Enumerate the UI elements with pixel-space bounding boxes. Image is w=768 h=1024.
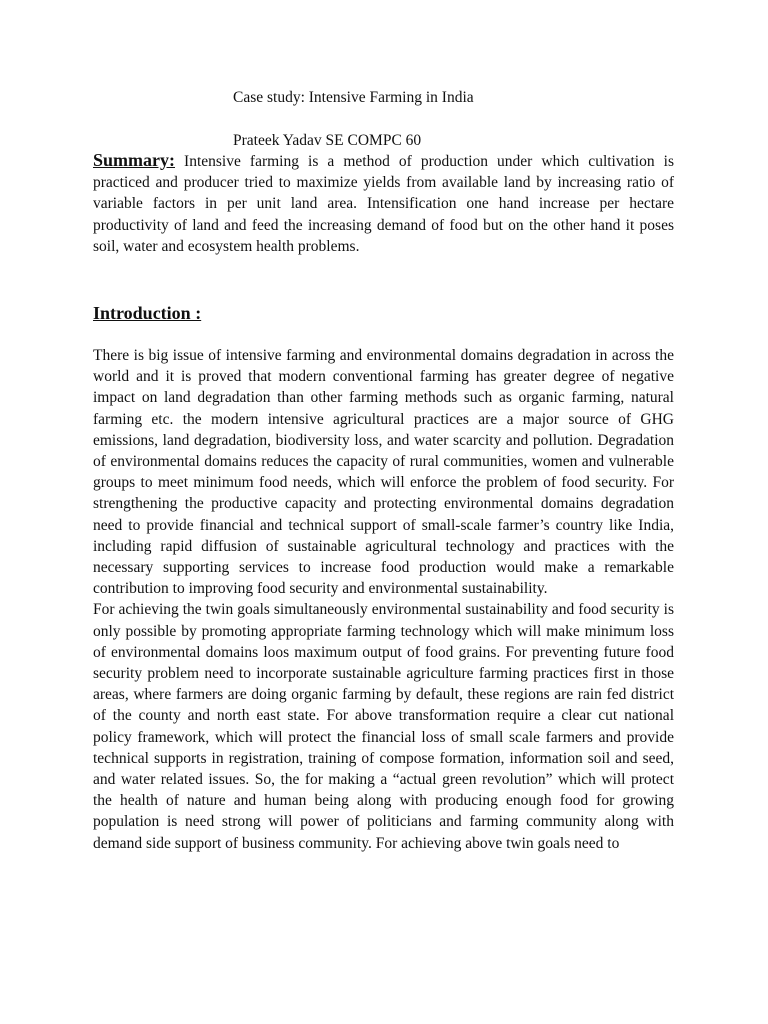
summary-label: Summary: [93,150,175,170]
body-paragraph: There is big issue of intensive farming and environmental domains degradation in across the world and it is proved that modern conventional farming has greater degree of negative impact on land degradation than other farming methods such as organic farming, natural farming etc. the modern intensive agricultural practices are a major source of GHG emissions, land degradation, biodiversity loss, and water scarcity and pollution. Degradation of environmental domains reduces the capacity of rural communities, women and vulnerable groups to meet minimum food needs, which will enforce the problem of food security. For strengthening the productive capacity and protecting environmental domains degradation need to provide financial and technical support of small-scale farmer’s country like India, including rapid diffusion of sustainable agricultural technology and practices with the necessary supporting services to increase food production would make a remarkable contribution to improving food security and environmental sustainability. [93,347,674,598]
summary-text: Intensive farming is a method of production under which cultivation is practiced and producer tried to maximize yields from available land by increasing ratio of variable factors in per unit land area. Intensification one hand increase per hectare productivity of land and feed the increasing demand of food but on the other hand it poses soil, water and ecosystem health problems. [93,153,674,255]
introduction-body [93,345,674,854]
body-paragraph: For achieving the twin goals simultaneously environmental sustainability and food security is only possible by promoting appropriate farming technology which will make minimum loss of environmental domains loos maximum output of food grains. For preventing future food security problem need to incorporate sustainable agriculture farming practices first in those areas, where farmers are doing organic farming by default, these regions are rain fed district of the county and north east state. For above transformation require a clear cut national policy framework, which will protect the financial loss of small scale farmers and provide technical supports in registration, training of compose formation, information soil and seed, and water related issues. So, the for making a “actual green revolution” which will protect the health of nature and human being along with producing enough food for growing population is need strong will power of politicians and farming community along with demand side support of business community. For achieving above twin goals need to [93,601,674,852]
document-title: Case study: Intensive Farming in India [233,89,474,106]
summary-paragraph [93,150,674,257]
introduction-heading: Introduction : [93,303,202,323]
author-line: Prateek Yadav SE COMPC 60 [233,132,422,149]
